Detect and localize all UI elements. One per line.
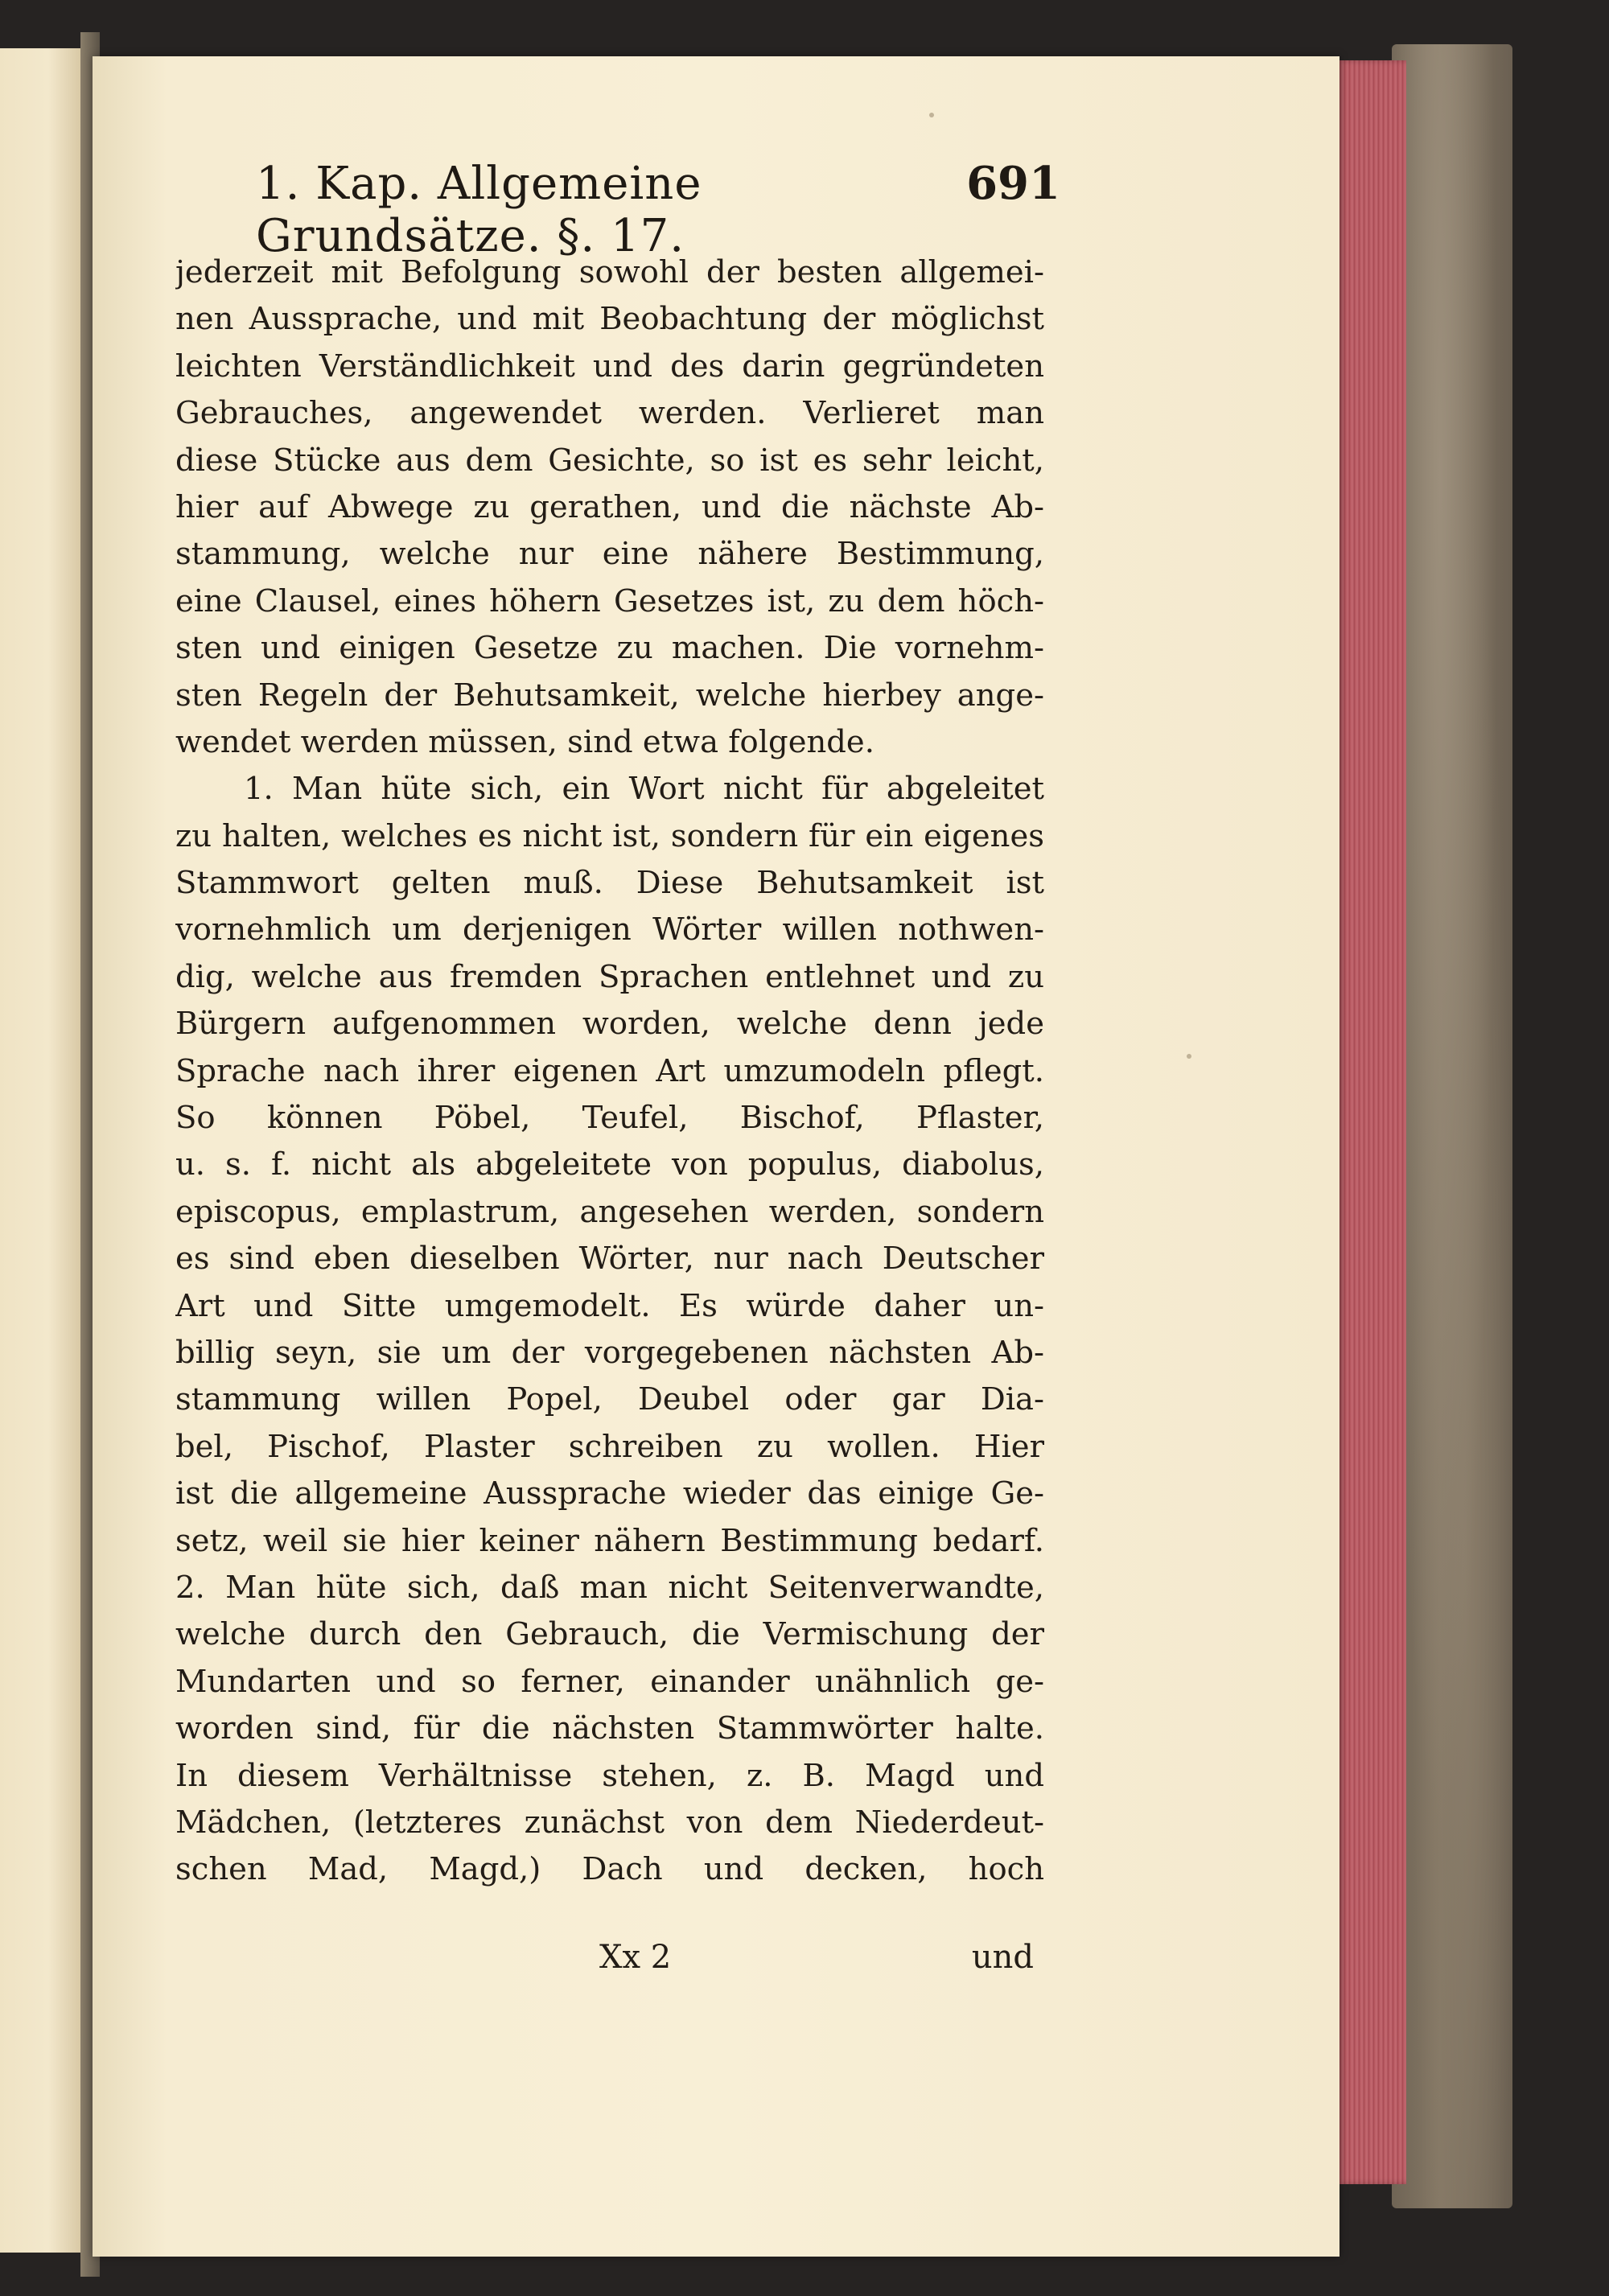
page-footer [599,1939,1034,1976]
text-line: hier auf Abwege zu gerathen, und die nächste Ab- [175,488,1044,525]
text-line: Sprache nach ihrer eigenen Art umzumodeln pflegt. [175,1052,1044,1089]
text-line: setz, weil sie hier keiner nähern Bestimmung bedarf. [175,1522,1044,1559]
text-line: 1. Man hüte sich, ein Wort nicht für abgeleitet [244,771,1044,808]
text-line: dig, welche aus fremden Sprachen entlehnet und zu [175,958,1044,995]
text-line: welche durch den Gebrauch, die Vermischung der [175,1616,1044,1653]
text-line: bel, Pischof, Plaster schreiben zu wollen. Hier [175,1428,1044,1465]
text-line: diese Stücke aus dem Gesichte, so ist es sehr leicht, [175,442,1044,479]
text-line: es sind eben dieselben Wörter, nur nach Deutscher [175,1241,1044,1278]
signature-mark: Xx 2 [599,1939,672,1976]
text-line: In diesem Verhältnisse stehen, z. B. Magd und [175,1757,1044,1794]
text-line: eine Clausel, eines höhern Gesetzes ist, zu dem höch- [175,582,1044,619]
text-line: Mundarten und so ferner, einander unähnlich ge- [175,1663,1044,1700]
text-line: billig seyn, sie um der vorgegebenen nächsten Ab- [175,1334,1044,1371]
catchword: und [971,1939,1034,1976]
facing-page-edge [0,48,83,2253]
paper-speck [929,113,934,117]
text-line: leichten Verständlichkeit und des darin gegründeten [175,348,1044,385]
text-line: vornehmlich um derjenigen Wörter willen nothwen- [175,911,1044,948]
text-line: episcopus, emplastrum, angesehen werden, sondern [175,1193,1044,1230]
red-page-edges [1335,60,1406,2184]
text-line: stammung, welche nur eine nähere Bestimmung, [175,536,1044,573]
text-line: jederzeit mit Befolgung sowohl der besten allgemei- [175,254,1044,290]
text-line: So können Pöbel, Teufel, Bischof, Pflaster, [175,1100,1044,1137]
text-line: stammung willen Popel, Deubel oder gar Dia- [175,1381,1044,1418]
page-number: 691 [966,157,1060,210]
header-title: 1. Kap. Allgemeine Grundsätze. §. 17. [256,158,702,262]
text-line: worden sind, für die nächsten Stammwörter halte. [175,1710,1044,1747]
text-line: Gebrauches, angewendet werden. Verlieret man [175,395,1044,432]
text-line: ist die allgemeine Aussprache wieder das einige Ge- [175,1475,1044,1512]
paper-speck [1187,1054,1191,1059]
text-line: u. s. f. nicht als abgeleitete von populus, diabolus, [175,1146,1044,1183]
text-line: 2. Man hüte sich, daß man nicht Seitenverwandte, [175,1569,1044,1606]
text-line: Bürgern aufgenommen worden, welche denn jede [175,1006,1044,1043]
text-line: sten Regeln der Behutsamkeit, welche hierbey ange- [175,677,1044,714]
text-line: zu halten, welches es nicht ist, sondern für ein eigenes [175,817,1044,854]
text-line: nen Aussprache, und mit Beobachtung der möglichst [175,301,1044,338]
text-line: Stammwort gelten muß. Diese Behutsamkeit ist [175,865,1044,902]
text-line: Mädchen, (letzteres zunächst von dem Niederdeut- [175,1804,1044,1841]
text-line: wendet werden müssen, sind etwa folgende. [175,723,874,760]
running-header [256,157,1060,262]
text-line: Art und Sitte umgemodelt. Es würde daher un- [175,1287,1044,1324]
text-line: sten und einigen Gesetze zu machen. Die vornehm- [175,630,1044,667]
body-text [175,249,1044,1894]
book-binding [1392,44,1512,2208]
text-line: schen Mad, Magd,) Dach und decken, hoch [175,1851,1044,1888]
